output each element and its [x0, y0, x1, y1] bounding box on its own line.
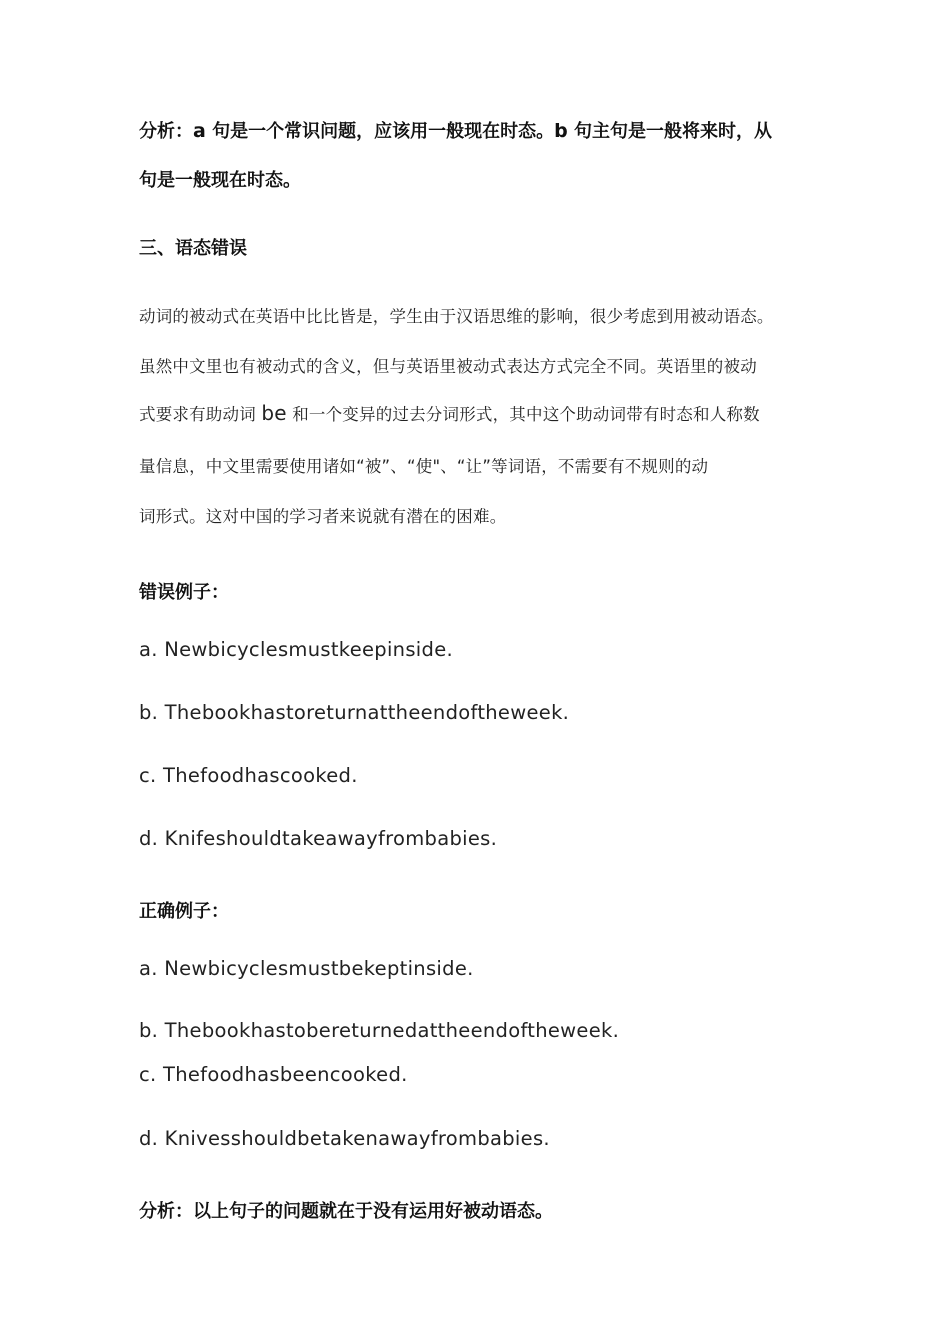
correct-example-b: b. Thebookhastobereturnedattheendoftheweek. — [139, 1019, 620, 1042]
correct-example-a: a. Newbicyclesmustbekeptinside. — [139, 957, 474, 980]
wrong-example-b: b. Thebookhastoreturnattheendoftheweek. — [139, 701, 570, 724]
wrong-example-a: a. Newbicyclesmustkeepinside. — [139, 638, 453, 661]
correct-example-d: d. Knivesshouldbetakenawayfrombabies. — [139, 1127, 550, 1150]
paragraph-line-5: 词形式。这对中国的学习者来说就有潜在的困难。 — [139, 507, 507, 526]
wrong-examples-heading: 错误例子： — [139, 582, 229, 603]
paragraph-line-4: 量信息，中文里需要使用诸如“被”、“使"、“让”等词语，不需要有不规则的动 — [139, 457, 709, 476]
section-heading: 三、语态错误 — [139, 238, 247, 259]
paragraph-line-2: 虽然中文里也有被动式的含义，但与英语里被动式表达方式完全不同。英语里的被动 — [139, 357, 757, 376]
correct-examples-heading: 正确例子： — [139, 901, 229, 922]
wrong-example-c: c. Thefoodhascooked. — [139, 764, 358, 787]
paragraph-line-3: 式要求有助动词 be 和一个变异的过去分词形式，其中这个助动词带有时态和人称数 — [139, 401, 760, 425]
analysis-bottom: 分析：以上句子的问题就在于没有运用好被动语态。 — [139, 1201, 553, 1222]
analysis-top-line-2: 句是一般现在时态。 — [139, 170, 301, 191]
analysis-top-line-1: 分析：a 句是一个常识问题，应该用一般现在时态。b 句主句是一般将来时，从 — [139, 120, 772, 142]
wrong-example-d: d. Knifeshouldtakeawayfrombabies. — [139, 827, 498, 850]
paragraph-line-1: 动词的被动式在英语中比比皆是，学生由于汉语思维的影响，很少考虑到用被动语态。 — [139, 307, 774, 326]
correct-example-c: c. Thefoodhasbeencooked. — [139, 1063, 408, 1086]
